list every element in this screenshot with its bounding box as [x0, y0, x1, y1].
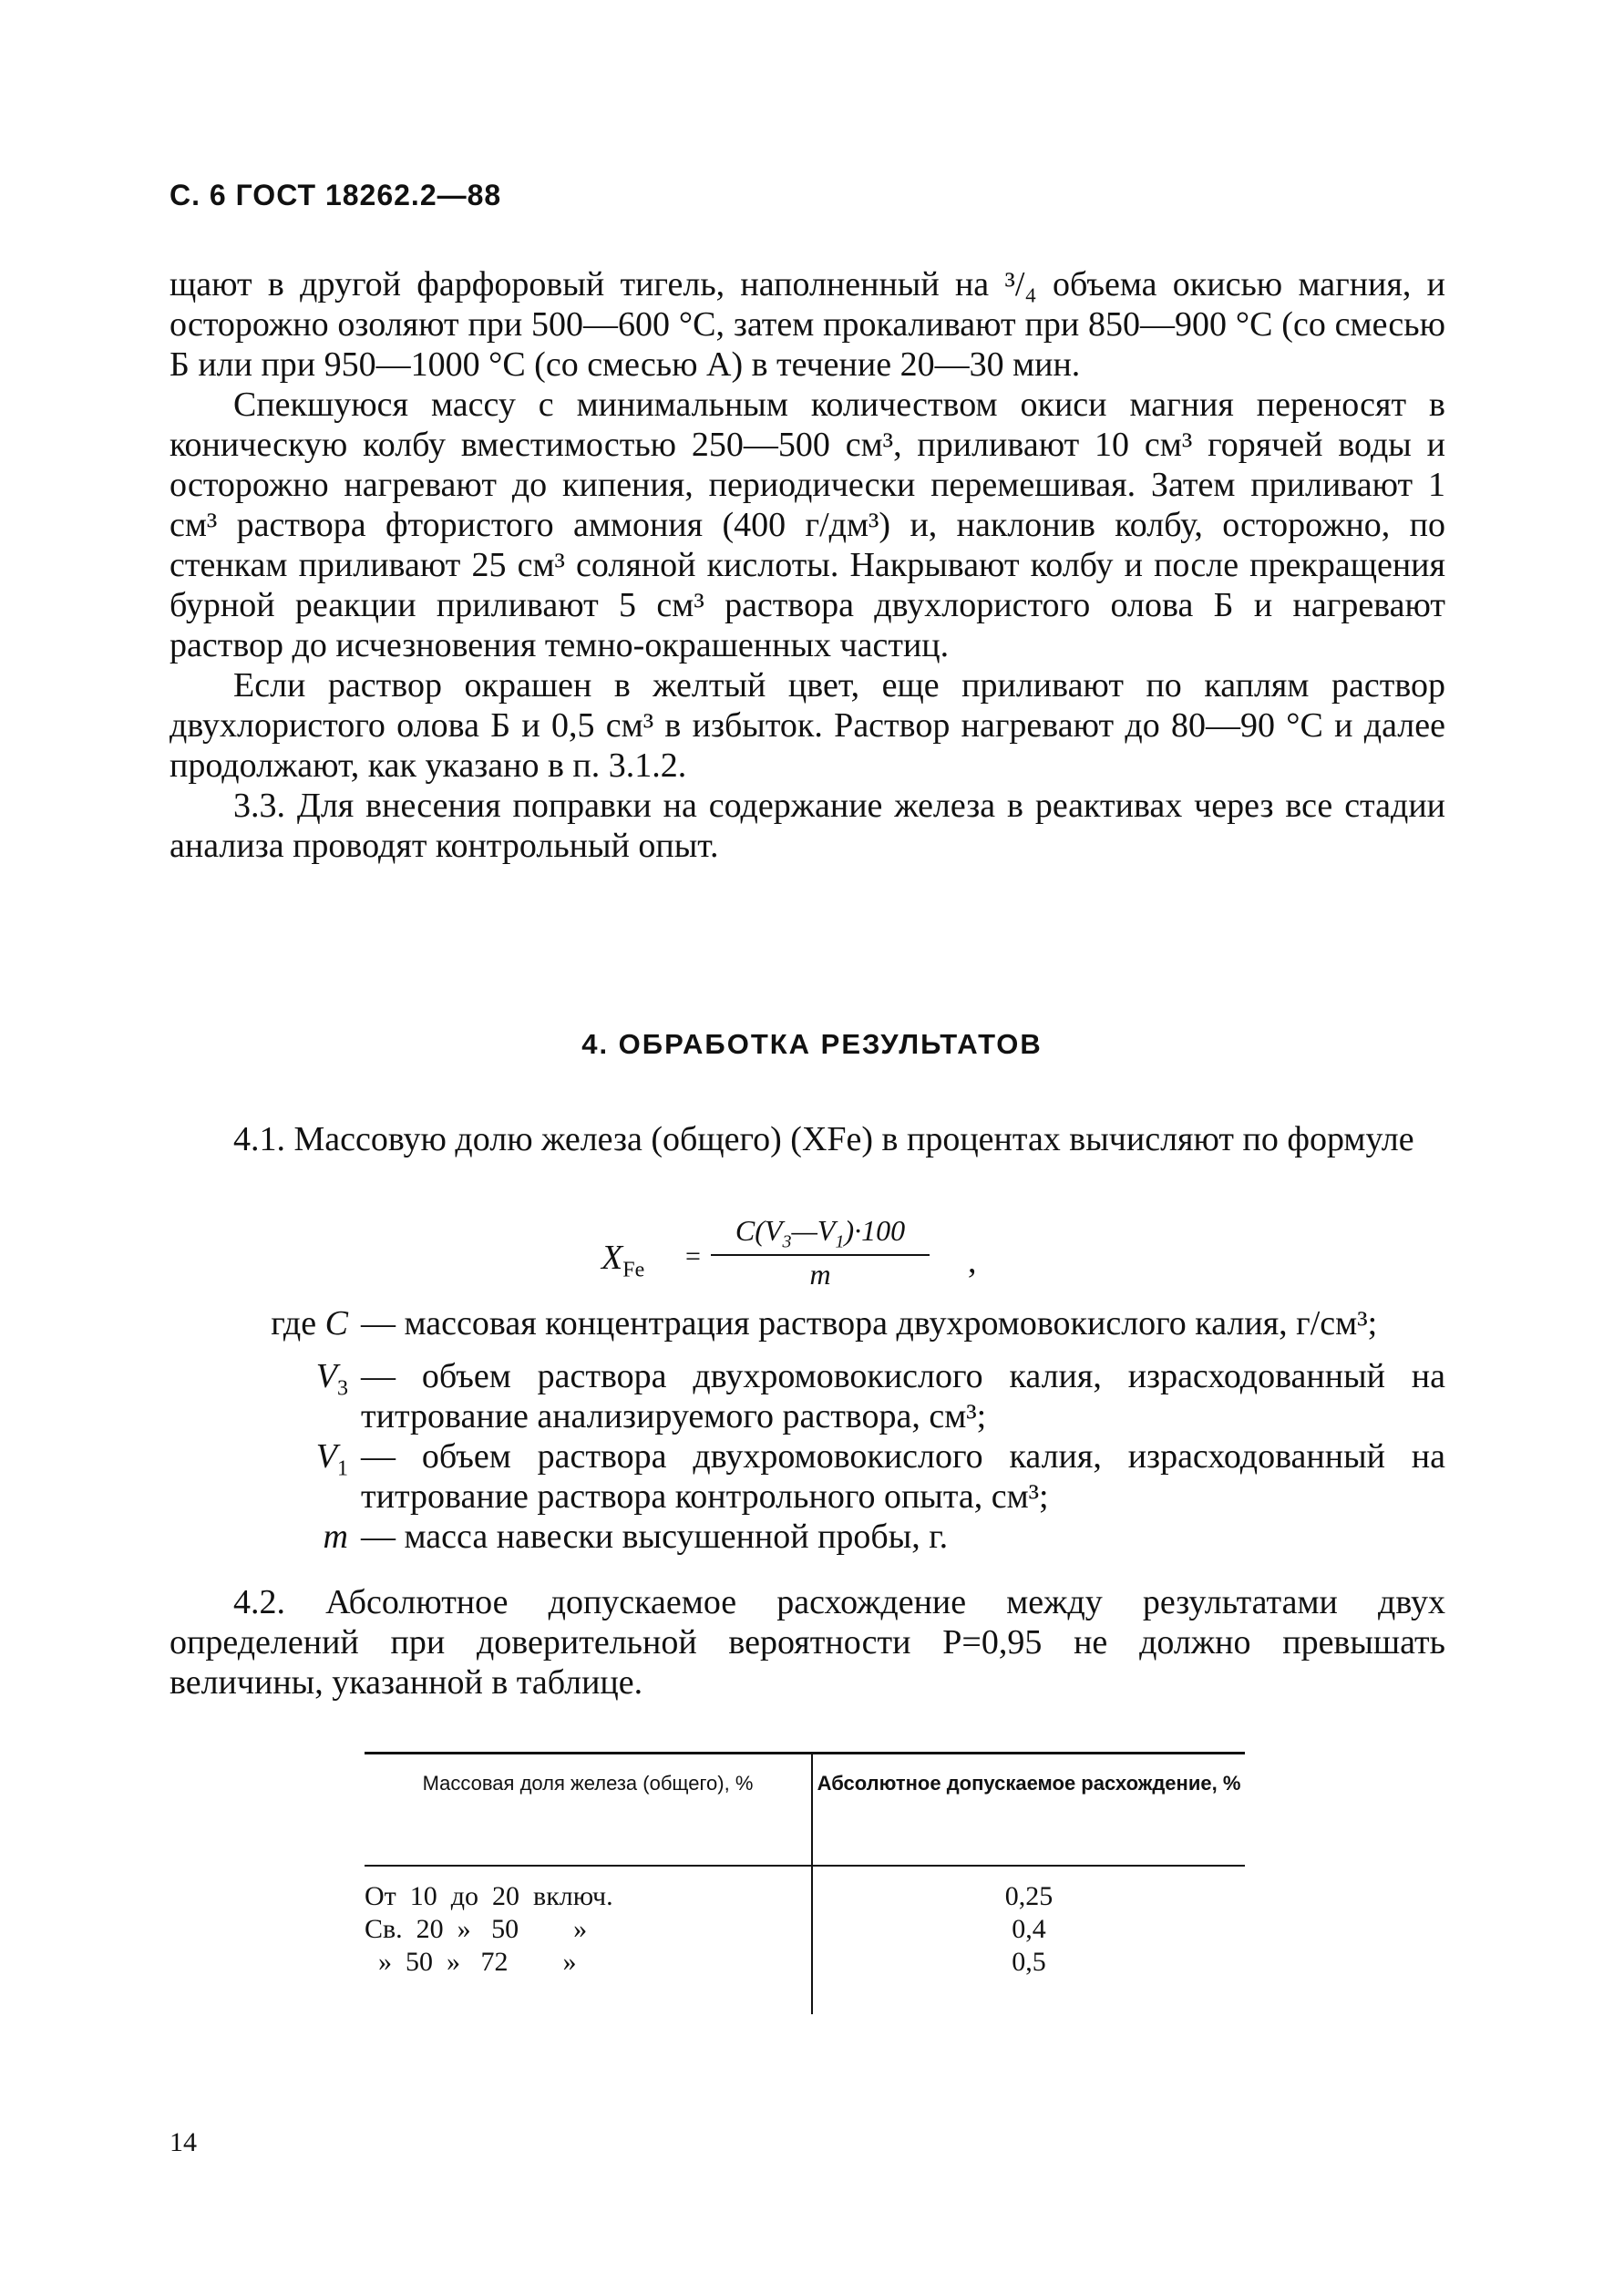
page-number: 14 — [170, 2127, 197, 2157]
table-header-mass-fraction: Массовая доля железа (общего), % — [422, 1772, 754, 1795]
legend-row: $V_3$ — объем раствора двухромовокислого калия, израсходованный на титрование анализируемого раствора, см³; — [315, 1356, 1445, 1435]
legend-row: где C — массовая концентрация раствора двухромовокислого калия, г/см³; — [271, 1304, 1378, 1343]
formula-comma: , — [968, 1242, 977, 1281]
legend-row: $V_1$ — объем раствора двухромовокислого калия, израсходованный на титрование раствора контрольного опыта, см³; — [315, 1436, 1445, 1516]
table-cell-range: » 50 » 72 » — [365, 1947, 577, 1977]
formula-lhs: $X_{Fe}$ — [601, 1239, 645, 1282]
paragraph: Спекшуюся массу с минимальным количеством окиси магния переносят в коническую колбу вместимостью 250—500 см³, приливают 10 см³ горячей воды и осторожно нагревают до кипения, периодически перемешивая. Затем приливают 1 см³ раствора фтористого аммония (400 г/дм³) и, наклонив колбу, осторожно, по стенкам приливают 25 см³ соляной кислоты. Накрывают колбу и после прекращения бурной реакции приливают 5 см³ раствора двухлористого олова Б и нагревают раствор до исчезновения темно-окрашенных частиц. — [170, 386, 1445, 664]
table-top-rule — [365, 1752, 1245, 1754]
table-header-rule — [365, 1865, 1245, 1867]
formula-denominator: m — [809, 1258, 831, 1291]
section-title: 4. ОБРАБОТКА РЕЗУЛЬТАТОВ — [581, 1028, 1043, 1060]
tolerance-table — [365, 1752, 1245, 1977]
body-text-top — [170, 264, 1445, 866]
table-cell-value: 0,5 — [1012, 1947, 1046, 1977]
table-cell-range: От 10 до 20 включ. — [365, 1881, 613, 1911]
table-row — [365, 1947, 1245, 1980]
paragraph: 3.3. Для внесения поправки на содержание железа в реактивах через все стадии анализа проводят контрольный опыт. — [170, 787, 1445, 865]
table-row — [365, 1881, 1245, 1914]
formula-numerator: $C(V_3—V_1)\cdot 100$ — [711, 1214, 930, 1256]
legend-row: m — масса навески высушенной пробы, г. — [323, 1517, 949, 1556]
formula-fraction — [711, 1214, 930, 1291]
formula-equals: = — [685, 1241, 701, 1271]
paragraph: Если раствор окрашен в желтый цвет, еще приливают по каплям раствор двухлористого олова Б и 0,5 см³ в избыток. Раствор нагревают до 80—90 °С и далее продолжают, как указано в п. 3.1.2. — [170, 666, 1445, 785]
body-text-42 — [170, 1582, 1445, 1703]
paragraph-4-1: 4.1. Массовую долю железа (общего) (XFe) в процентах вычисляют по формуле — [233, 1120, 1414, 1158]
table-header-tolerance: Абсолютное допускаемое расхождение, % — [817, 1772, 1241, 1795]
table-cell-value: 0,4 — [1012, 1914, 1046, 1944]
table-cell-range: Св. 20 » 50 » — [365, 1914, 588, 1944]
formula-legend — [170, 1303, 1445, 1569]
body-text-41 — [170, 1119, 1445, 1159]
page-header: С. 6 ГОСТ 18262.2—88 — [170, 179, 502, 211]
table-row — [365, 1914, 1245, 1947]
paragraph-4-2: 4.2. Абсолютное допускаемое расхождение между результатами двух определений при доверительной вероятности P=0,95 не должно превышать величины, указанной в таблице. — [170, 1583, 1445, 1702]
table-cell-value: 0,25 — [1004, 1881, 1054, 1911]
paragraph: щают в другой фарфоровый тигель, наполненный на ³/₄ объема окисью магния, и осторожно озоляют при 500—600 °С, затем прокаливают при 850—900 °С (со смесью Б или при 950—1000 °С (со смесью А) в течение 20—30 мин. — [170, 265, 1445, 384]
